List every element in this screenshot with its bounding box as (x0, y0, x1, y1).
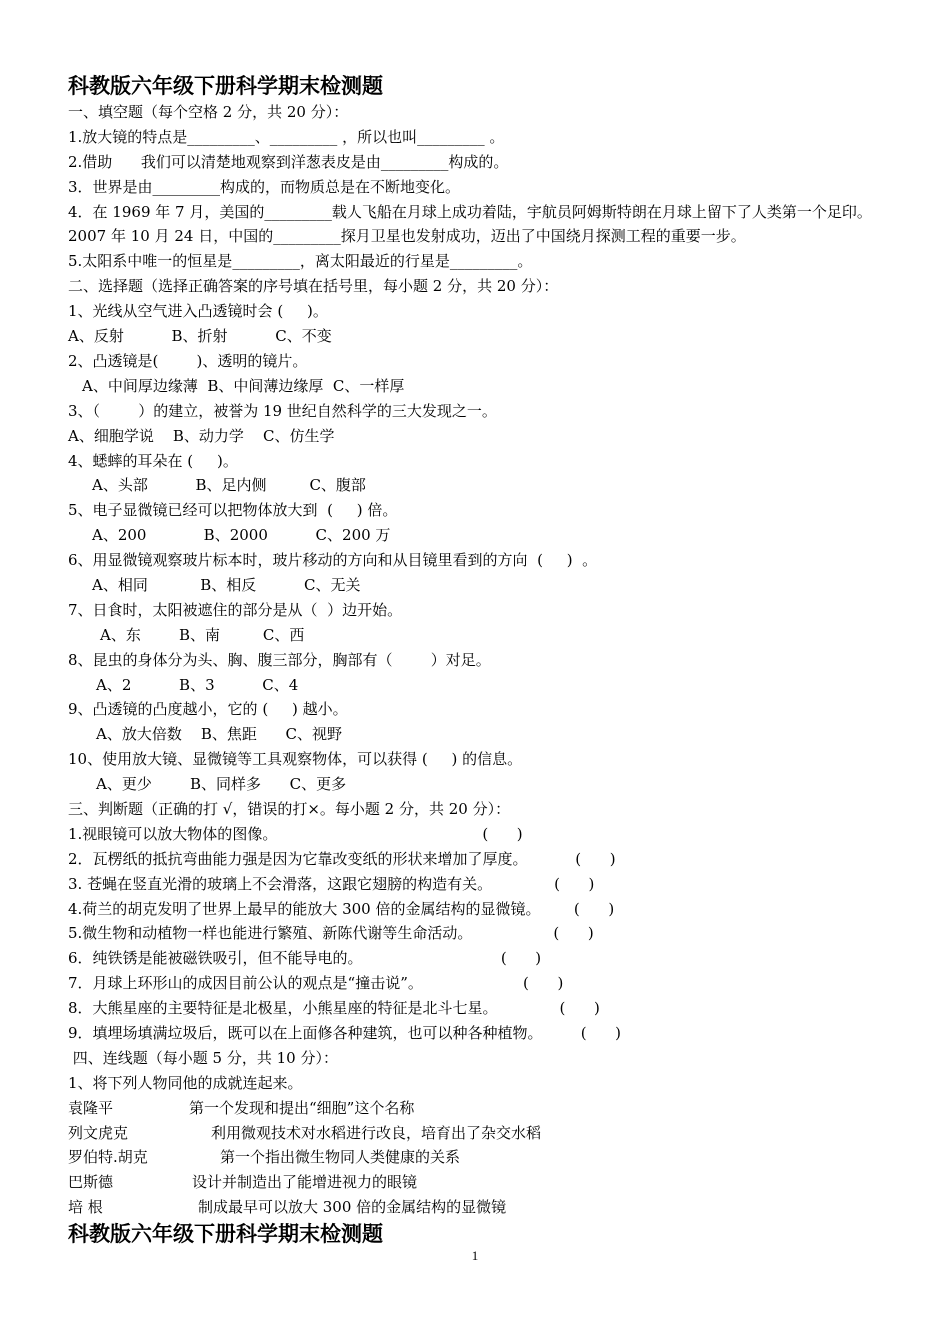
judge-question-2: 2．瓦楞纸的抵抗弯曲能力强是因为它靠改变纸的形状来增加了厚度。 ( ) (68, 849, 616, 868)
document-page (68, 72, 888, 1248)
match-achievement: 第一个指出微生物同人类健康的关系 (220, 1148, 461, 1167)
section-3-heading: 三、判断题（正确的打 √，错误的打×。每小题 2 分，共 20 分）： (68, 799, 511, 818)
choice-options-9: A、放大倍数 B、焦距 C、视野 (96, 725, 343, 744)
choice-question-9: 9、凸透镜的凸度越小，它的 ( ) 越小。 (68, 700, 348, 719)
judge-question-1: 1.视眼镜可以放大物体的图像。 ( ) (68, 824, 523, 843)
section-4-heading: 四、连线题（每小题 5 分，共 10 分）： (68, 1048, 338, 1067)
judge-question-9: 9．填埋场填满垃圾后，既可以在上面修各种建筑，也可以种各种植物。 ( ) (68, 1023, 622, 1042)
match-achievement: 设计并制造出了能增进视力的眼镜 (192, 1173, 418, 1192)
match-row (68, 1170, 888, 1195)
choice-options-5: A、200 B、2000 C、200 万 (92, 526, 391, 545)
choice-question-3: 3、（ ）的建立，被誉为 19 世纪自然科学的三大发现之一。 (68, 401, 497, 420)
choice-question-5: 5、电子显微镜已经可以把物体放大到 ( ) 倍。 (68, 501, 398, 520)
page-title: 科教版六年级下册科学期末检测题 (68, 74, 383, 98)
choice-options-6: A、相同 B、相反 C、无关 (92, 575, 361, 594)
choice-options-10: A、更少 B、同样多 C、更多 (96, 775, 347, 794)
fill-question-5: 5.太阳系中唯一的恒星是_________，离太阳最近的行星是_________。 (68, 252, 533, 271)
match-row (68, 1195, 888, 1220)
match-achievement: 利用微观技术对水稻进行改良，培育出了杂交水稻 (211, 1123, 542, 1142)
choice-options-7: A、东 B、南 C、西 (100, 625, 305, 644)
match-person: 罗伯特.胡克 (68, 1148, 148, 1167)
judge-question-6: 6．纯铁锈是能被磁铁吸引，但不能导电的。 ( ) (68, 949, 542, 968)
judge-question-5: 5.微生物和动植物一样也能进行繁殖、新陈代谢等生命活动。 ( ) (68, 924, 594, 943)
judge-question-4: 4.荷兰的胡克发明了世界上最早的能放大 300 倍的金属结构的显微镜。 ( ) (68, 899, 615, 918)
fill-question-2: 2.借助 我们可以清楚地观察到洋葱表皮是由_________构成的。 (68, 152, 509, 171)
judge-question-8: 8．大熊星座的主要特征是北极星，小熊星座的特征是北斗七星。 ( ) (68, 999, 600, 1018)
judge-question-7: 7．月球上环形山的成因目前公认的观点是“撞击说”。 ( ) (68, 974, 564, 993)
judge-question-3: 3. 苍蝇在竖直光滑的玻璃上不会滑落，这跟它翅膀的构造有关。 ( ) (68, 874, 595, 893)
choice-question-4: 4、蟋蟀的耳朵在 ( )。 (68, 451, 238, 470)
choice-question-6: 6、用显微镜观察玻片标本时，玻片移动的方向和从目镜里看到的方向 ( ) 。 (68, 551, 598, 570)
fill-question-3: 3．世界是由_________构成的，而物质总是在不断地变化。 (68, 177, 461, 196)
section-1-heading: 一、填空题（每个空格 2 分，共 20 分）： (68, 103, 349, 121)
fill-question-4: 4．在 1969 年 7 月，美国的_________载人飞船在月球上成功着陆，宇航员阿姆斯特朗在月球上留下了人类第一个足印。2007 年 10 月 24 日，中国的_________探月卫星也发射成功，迈出了中国绕月探测工程的重要一步。 (68, 202, 872, 246)
match-person: 列文虎克 (68, 1123, 129, 1142)
choice-question-10: 10、使用放大镜、显微镜等工具观察物体，可以获得 ( ) 的信息。 (68, 750, 523, 769)
match-person: 袁隆平 (68, 1098, 114, 1117)
match-achievement: 第一个发现和提出“细胞”这个名称 (189, 1098, 415, 1117)
match-person: 巴斯德 (68, 1173, 114, 1192)
section-2-heading: 二、选择题（选择正确答案的序号填在括号里，每小题 2 分，共 20 分）： (68, 277, 559, 296)
choice-options-4: A、头部 B、足内侧 C、腹部 (92, 476, 366, 495)
choice-options-3: A、细胞学说 B、动力学 C、仿生学 (68, 426, 335, 445)
match-row (68, 1096, 888, 1121)
match-row (68, 1145, 888, 1170)
match-person: 培 根 (68, 1198, 103, 1217)
choice-question-2: 2、凸透镜是( )、透明的镜片。 (68, 351, 308, 370)
footer-title: 科教版六年级下册科学期末检测题 (68, 1222, 383, 1247)
fill-question-1: 1.放大镜的特点是_________、_________ ，所以也叫_________ 。 (68, 127, 505, 146)
choice-options-2: A、中间厚边缘薄 B、中间薄边缘厚 C、一样厚 (82, 376, 405, 395)
choice-options-1: A、反射 B、折射 C、不变 (68, 327, 332, 346)
match-achievement: 制成最早可以放大 300 倍的金属结构的显微镜 (198, 1198, 507, 1217)
match-row (68, 1121, 888, 1146)
choice-options-8: A、2 B、3 C、4 (96, 675, 299, 694)
choice-question-1: 1、光线从空气进入凸透镜时会 ( )。 (68, 302, 328, 321)
page-number: 1 (471, 1248, 479, 1263)
choice-question-7: 7、日食时，太阳被遮住的部分是从（ ）边开始。 (68, 600, 403, 619)
match-question-1: 1、将下列人物同他的成就连起来。 (68, 1073, 303, 1092)
choice-question-8: 8、昆虫的身体分为头、胸、腹三部分，胸部有（ ）对足。 (68, 650, 491, 669)
